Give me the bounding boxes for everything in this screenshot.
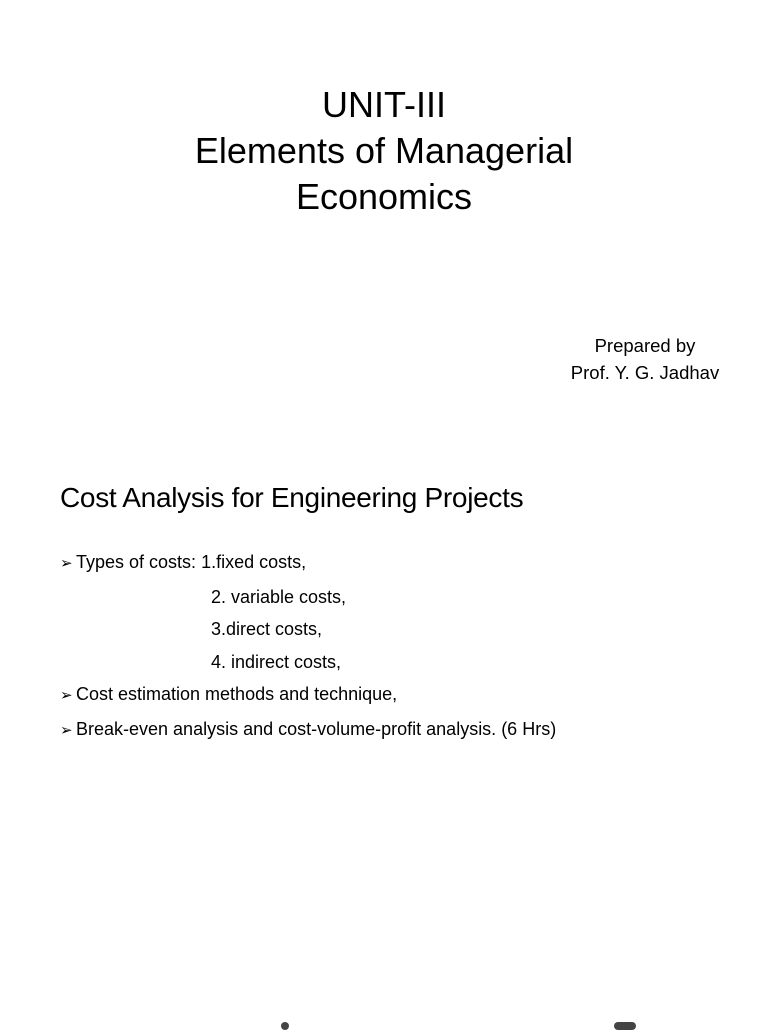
cost-type-item: 1.fixed costs, (201, 552, 307, 572)
title-line-unit: UNIT-III (322, 84, 446, 125)
author-name: Prof. Y. G. Jadhav (570, 362, 720, 383)
bullet-break-even (60, 713, 556, 748)
prepared-by-label: Prepared by (594, 335, 696, 356)
cost-type-row (60, 581, 556, 614)
cost-types-lead: Types of costs: (76, 552, 202, 572)
cost-type-item: 3.direct costs, (211, 619, 323, 639)
slide-heading: Cost Analysis for Engineering Projects (60, 482, 524, 513)
bullet-text: Break-even analysis and cost-volume-profit analysis. (6 Hrs) (76, 718, 557, 739)
title-slide (0, 0, 768, 460)
slide-title (0, 82, 768, 220)
cost-type-item: 2. variable costs, (211, 586, 347, 607)
next-slide-peek-mark (614, 1022, 636, 1030)
cost-type-row (60, 613, 556, 646)
bullet-cost-types (60, 546, 556, 581)
bullet-text: Cost estimation methods and technique, (76, 684, 398, 704)
content-slide (0, 460, 768, 1024)
title-line-subject: Elements of Managerial (194, 130, 574, 171)
bullet-arrow-icon: ➢ (60, 555, 73, 572)
bullet-arrow-icon: ➢ (60, 721, 73, 739)
bullet-list (60, 546, 556, 747)
cost-type-item: 4. indirect costs, (211, 651, 342, 672)
title-line-subject-cont: Economics (295, 176, 473, 217)
cost-type-row (60, 646, 556, 679)
next-slide-peek-mark (281, 1022, 289, 1030)
bullet-estimation (60, 678, 556, 713)
bullet-arrow-icon: ➢ (60, 687, 73, 704)
author-block (520, 332, 768, 386)
